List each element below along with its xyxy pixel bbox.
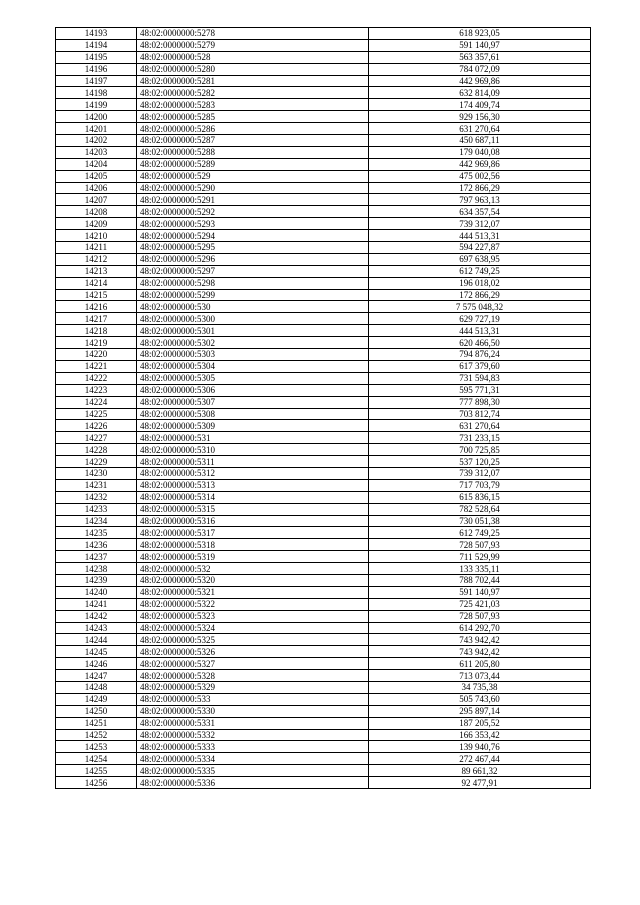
cadastral-number-cell: 48:02:0000000:5289 xyxy=(137,158,369,170)
table-row xyxy=(56,146,591,158)
cadastral-value-table xyxy=(55,27,591,789)
table-row xyxy=(56,325,591,337)
cadastral-number-cell: 48:02:0000000:5279 xyxy=(137,39,369,51)
row-number-cell: 14238 xyxy=(56,563,137,575)
table-row xyxy=(56,551,591,563)
table-row xyxy=(56,337,591,349)
cadastral-value-cell: 728 507,93 xyxy=(369,610,591,622)
table-row xyxy=(56,539,591,551)
row-number-cell: 14245 xyxy=(56,646,137,658)
table-row xyxy=(56,658,591,670)
row-number-cell: 14214 xyxy=(56,277,137,289)
table-row xyxy=(56,527,591,539)
cadastral-number-cell: 48:02:0000000:5328 xyxy=(137,670,369,682)
table-row xyxy=(56,765,591,777)
cadastral-value-cell: 179 040,08 xyxy=(369,146,591,158)
cadastral-number-cell: 48:02:0000000:532 xyxy=(137,563,369,575)
cadastral-number-cell: 48:02:0000000:5310 xyxy=(137,444,369,456)
row-number-cell: 14242 xyxy=(56,610,137,622)
cadastral-number-cell: 48:02:0000000:5295 xyxy=(137,242,369,254)
cadastral-value-cell: 788 702,44 xyxy=(369,574,591,586)
cadastral-value-cell: 713 073,44 xyxy=(369,670,591,682)
cadastral-value-cell: 731 233,15 xyxy=(369,432,591,444)
row-number-cell: 14200 xyxy=(56,111,137,123)
cadastral-value-cell: 594 227,87 xyxy=(369,242,591,254)
table-row xyxy=(56,491,591,503)
row-number-cell: 14229 xyxy=(56,456,137,468)
table-row xyxy=(56,75,591,87)
cadastral-value-cell: 697 638,95 xyxy=(369,253,591,265)
row-number-cell: 14235 xyxy=(56,527,137,539)
cadastral-number-cell: 48:02:0000000:5301 xyxy=(137,325,369,337)
cadastral-value-cell: 794 876,24 xyxy=(369,349,591,361)
table-row xyxy=(56,456,591,468)
cadastral-number-cell: 48:02:0000000:5333 xyxy=(137,741,369,753)
row-number-cell: 14221 xyxy=(56,360,137,372)
cadastral-value-cell: 272 467,44 xyxy=(369,753,591,765)
cadastral-number-cell: 48:02:0000000:5336 xyxy=(137,777,369,789)
table-row xyxy=(56,51,591,63)
table-row xyxy=(56,242,591,254)
row-number-cell: 14207 xyxy=(56,194,137,206)
cadastral-number-cell: 48:02:0000000:5329 xyxy=(137,681,369,693)
cadastral-number-cell: 48:02:0000000:5321 xyxy=(137,586,369,598)
table-row xyxy=(56,63,591,75)
cadastral-value-cell: 295 897,14 xyxy=(369,705,591,717)
cadastral-value-cell: 797 963,13 xyxy=(369,194,591,206)
table-row xyxy=(56,123,591,135)
row-number-cell: 14232 xyxy=(56,491,137,503)
table-row xyxy=(56,753,591,765)
cadastral-number-cell: 48:02:0000000:529 xyxy=(137,170,369,182)
table-row xyxy=(56,705,591,717)
table-row xyxy=(56,515,591,527)
row-number-cell: 14233 xyxy=(56,503,137,515)
cadastral-value-cell: 631 270,64 xyxy=(369,123,591,135)
row-number-cell: 14249 xyxy=(56,693,137,705)
row-number-cell: 14209 xyxy=(56,218,137,230)
cadastral-number-cell: 48:02:0000000:5294 xyxy=(137,230,369,242)
cadastral-value-cell: 782 528,64 xyxy=(369,503,591,515)
cadastral-value-cell: 34 735,38 xyxy=(369,681,591,693)
table-row xyxy=(56,253,591,265)
table-row xyxy=(56,444,591,456)
row-number-cell: 14208 xyxy=(56,206,137,218)
table-row xyxy=(56,230,591,242)
row-number-cell: 14226 xyxy=(56,420,137,432)
row-number-cell: 14212 xyxy=(56,253,137,265)
cadastral-value-cell: 784 072,09 xyxy=(369,63,591,75)
cadastral-value-cell: 711 529,99 xyxy=(369,551,591,563)
cadastral-number-cell: 48:02:0000000:5303 xyxy=(137,349,369,361)
cadastral-value-cell: 537 120,25 xyxy=(369,456,591,468)
table-row xyxy=(56,194,591,206)
cadastral-value-cell: 615 836,15 xyxy=(369,491,591,503)
cadastral-number-cell: 48:02:0000000:5325 xyxy=(137,634,369,646)
cadastral-value-cell: 591 140,97 xyxy=(369,586,591,598)
row-number-cell: 14215 xyxy=(56,289,137,301)
table-row xyxy=(56,372,591,384)
row-number-cell: 14255 xyxy=(56,765,137,777)
table-row xyxy=(56,349,591,361)
cadastral-number-cell: 48:02:0000000:5299 xyxy=(137,289,369,301)
row-number-cell: 14213 xyxy=(56,265,137,277)
row-number-cell: 14202 xyxy=(56,135,137,147)
row-number-cell: 14193 xyxy=(56,28,137,40)
cadastral-value-cell: 725 421,03 xyxy=(369,598,591,610)
cadastral-number-cell: 48:02:0000000:5316 xyxy=(137,515,369,527)
cadastral-number-cell: 48:02:0000000:5304 xyxy=(137,360,369,372)
table-row xyxy=(56,384,591,396)
table-row xyxy=(56,479,591,491)
table-row xyxy=(56,467,591,479)
table-row xyxy=(56,277,591,289)
cadastral-value-cell: 739 312,07 xyxy=(369,218,591,230)
cadastral-value-cell: 777 898,30 xyxy=(369,396,591,408)
row-number-cell: 14244 xyxy=(56,634,137,646)
cadastral-value-cell: 139 940,76 xyxy=(369,741,591,753)
cadastral-number-cell: 48:02:0000000:5318 xyxy=(137,539,369,551)
row-number-cell: 14254 xyxy=(56,753,137,765)
cadastral-number-cell: 48:02:0000000:533 xyxy=(137,693,369,705)
cadastral-number-cell: 48:02:0000000:5306 xyxy=(137,384,369,396)
cadastral-value-cell: 442 969,86 xyxy=(369,75,591,87)
cadastral-value-cell: 703 812,74 xyxy=(369,408,591,420)
cadastral-value-cell: 700 725,85 xyxy=(369,444,591,456)
row-number-cell: 14225 xyxy=(56,408,137,420)
cadastral-number-cell: 48:02:0000000:5286 xyxy=(137,123,369,135)
table-row xyxy=(56,432,591,444)
table-row xyxy=(56,670,591,682)
cadastral-number-cell: 48:02:0000000:530 xyxy=(137,301,369,313)
cadastral-number-cell: 48:02:0000000:5308 xyxy=(137,408,369,420)
cadastral-value-cell: 166 353,42 xyxy=(369,729,591,741)
row-number-cell: 14230 xyxy=(56,467,137,479)
row-number-cell: 14237 xyxy=(56,551,137,563)
row-number-cell: 14223 xyxy=(56,384,137,396)
cadastral-value-cell: 743 942,42 xyxy=(369,634,591,646)
cadastral-number-cell: 48:02:0000000:5320 xyxy=(137,574,369,586)
table-row xyxy=(56,39,591,51)
cadastral-number-cell: 48:02:0000000:5280 xyxy=(137,63,369,75)
cadastral-value-cell: 187 205,52 xyxy=(369,717,591,729)
row-number-cell: 14222 xyxy=(56,372,137,384)
cadastral-number-cell: 48:02:0000000:5312 xyxy=(137,467,369,479)
table-row xyxy=(56,396,591,408)
table-row xyxy=(56,289,591,301)
cadastral-number-cell: 48:02:0000000:5319 xyxy=(137,551,369,563)
row-number-cell: 14210 xyxy=(56,230,137,242)
cadastral-value-cell: 133 335,11 xyxy=(369,563,591,575)
row-number-cell: 14218 xyxy=(56,325,137,337)
table-row xyxy=(56,563,591,575)
table-row xyxy=(56,610,591,622)
table-row xyxy=(56,729,591,741)
row-number-cell: 14231 xyxy=(56,479,137,491)
cadastral-number-cell: 48:02:0000000:5278 xyxy=(137,28,369,40)
table-row xyxy=(56,408,591,420)
cadastral-value-cell: 612 749,25 xyxy=(369,265,591,277)
cadastral-number-cell: 48:02:0000000:5324 xyxy=(137,622,369,634)
row-number-cell: 14224 xyxy=(56,396,137,408)
cadastral-value-cell: 620 466,50 xyxy=(369,337,591,349)
cadastral-number-cell: 48:02:0000000:5309 xyxy=(137,420,369,432)
cadastral-number-cell: 48:02:0000000:5327 xyxy=(137,658,369,670)
cadastral-value-cell: 617 379,60 xyxy=(369,360,591,372)
row-number-cell: 14236 xyxy=(56,539,137,551)
table-row xyxy=(56,598,591,610)
row-number-cell: 14256 xyxy=(56,777,137,789)
cadastral-value-cell: 611 205,80 xyxy=(369,658,591,670)
cadastral-number-cell: 48:02:0000000:5314 xyxy=(137,491,369,503)
cadastral-value-cell: 728 507,93 xyxy=(369,539,591,551)
cadastral-value-cell: 629 727,19 xyxy=(369,313,591,325)
cadastral-value-cell: 743 942,42 xyxy=(369,646,591,658)
row-number-cell: 14196 xyxy=(56,63,137,75)
table-row xyxy=(56,420,591,432)
cadastral-value-cell: 444 513,31 xyxy=(369,325,591,337)
cadastral-value-cell: 174 409,74 xyxy=(369,99,591,111)
row-number-cell: 14195 xyxy=(56,51,137,63)
row-number-cell: 14250 xyxy=(56,705,137,717)
cadastral-value-cell: 618 923,05 xyxy=(369,28,591,40)
table-row xyxy=(56,313,591,325)
cadastral-value-cell: 717 703,79 xyxy=(369,479,591,491)
row-number-cell: 14203 xyxy=(56,146,137,158)
cadastral-value-cell: 739 312,07 xyxy=(369,467,591,479)
table-row xyxy=(56,646,591,658)
row-number-cell: 14205 xyxy=(56,170,137,182)
cadastral-number-cell: 48:02:0000000:5292 xyxy=(137,206,369,218)
row-number-cell: 14234 xyxy=(56,515,137,527)
cadastral-value-cell: 612 749,25 xyxy=(369,527,591,539)
cadastral-number-cell: 48:02:0000000:5315 xyxy=(137,503,369,515)
table-row xyxy=(56,218,591,230)
table-row xyxy=(56,622,591,634)
cadastral-number-cell: 48:02:0000000:5331 xyxy=(137,717,369,729)
cadastral-value-cell: 929 156,30 xyxy=(369,111,591,123)
row-number-cell: 14246 xyxy=(56,658,137,670)
row-number-cell: 14253 xyxy=(56,741,137,753)
table-row xyxy=(56,741,591,753)
cadastral-number-cell: 48:02:0000000:5290 xyxy=(137,182,369,194)
row-number-cell: 14199 xyxy=(56,99,137,111)
table-row xyxy=(56,135,591,147)
cadastral-value-cell: 7 575 048,32 xyxy=(369,301,591,313)
row-number-cell: 14241 xyxy=(56,598,137,610)
cadastral-number-cell: 48:02:0000000:5323 xyxy=(137,610,369,622)
table-row xyxy=(56,28,591,40)
cadastral-number-cell: 48:02:0000000:5317 xyxy=(137,527,369,539)
table-row xyxy=(56,634,591,646)
table-row xyxy=(56,681,591,693)
cadastral-number-cell: 48:02:0000000:528 xyxy=(137,51,369,63)
table-row xyxy=(56,182,591,194)
table-row xyxy=(56,170,591,182)
cadastral-value-cell: 505 743,60 xyxy=(369,693,591,705)
cadastral-number-cell: 48:02:0000000:531 xyxy=(137,432,369,444)
row-number-cell: 14211 xyxy=(56,242,137,254)
cadastral-value-cell: 196 018,02 xyxy=(369,277,591,289)
cadastral-number-cell: 48:02:0000000:5297 xyxy=(137,265,369,277)
cadastral-value-cell: 89 661,32 xyxy=(369,765,591,777)
row-number-cell: 14217 xyxy=(56,313,137,325)
table-row xyxy=(56,777,591,789)
row-number-cell: 14216 xyxy=(56,301,137,313)
cadastral-value-cell: 632 814,09 xyxy=(369,87,591,99)
row-number-cell: 14252 xyxy=(56,729,137,741)
row-number-cell: 14243 xyxy=(56,622,137,634)
cadastral-value-cell: 475 002,56 xyxy=(369,170,591,182)
cadastral-number-cell: 48:02:0000000:5281 xyxy=(137,75,369,87)
cadastral-number-cell: 48:02:0000000:5300 xyxy=(137,313,369,325)
table-row xyxy=(56,717,591,729)
cadastral-number-cell: 48:02:0000000:5332 xyxy=(137,729,369,741)
cadastral-value-cell: 442 969,86 xyxy=(369,158,591,170)
row-number-cell: 14204 xyxy=(56,158,137,170)
table-row xyxy=(56,301,591,313)
row-number-cell: 14220 xyxy=(56,349,137,361)
cadastral-number-cell: 48:02:0000000:5282 xyxy=(137,87,369,99)
cadastral-number-cell: 48:02:0000000:5291 xyxy=(137,194,369,206)
cadastral-number-cell: 48:02:0000000:5285 xyxy=(137,111,369,123)
row-number-cell: 14227 xyxy=(56,432,137,444)
row-number-cell: 14194 xyxy=(56,39,137,51)
row-number-cell: 14219 xyxy=(56,337,137,349)
row-number-cell: 14240 xyxy=(56,586,137,598)
cadastral-number-cell: 48:02:0000000:5313 xyxy=(137,479,369,491)
cadastral-number-cell: 48:02:0000000:5330 xyxy=(137,705,369,717)
cadastral-number-cell: 48:02:0000000:5322 xyxy=(137,598,369,610)
cadastral-number-cell: 48:02:0000000:5283 xyxy=(137,99,369,111)
table-row xyxy=(56,574,591,586)
row-number-cell: 14228 xyxy=(56,444,137,456)
table-row xyxy=(56,99,591,111)
cadastral-value-cell: 444 513,31 xyxy=(369,230,591,242)
table-body xyxy=(56,28,591,789)
table-row xyxy=(56,206,591,218)
cadastral-value-cell: 731 594,83 xyxy=(369,372,591,384)
table-row xyxy=(56,111,591,123)
table-row xyxy=(56,158,591,170)
cadastral-number-cell: 48:02:0000000:5307 xyxy=(137,396,369,408)
row-number-cell: 14206 xyxy=(56,182,137,194)
cadastral-value-cell: 563 357,61 xyxy=(369,51,591,63)
cadastral-value-cell: 634 357,54 xyxy=(369,206,591,218)
row-number-cell: 14239 xyxy=(56,574,137,586)
cadastral-value-cell: 172 866,29 xyxy=(369,182,591,194)
cadastral-value-cell: 595 771,31 xyxy=(369,384,591,396)
cadastral-number-cell: 48:02:0000000:5326 xyxy=(137,646,369,658)
cadastral-value-cell: 172 866,29 xyxy=(369,289,591,301)
table-row xyxy=(56,693,591,705)
row-number-cell: 14197 xyxy=(56,75,137,87)
cadastral-number-cell: 48:02:0000000:5298 xyxy=(137,277,369,289)
cadastral-value-cell: 92 477,91 xyxy=(369,777,591,789)
cadastral-number-cell: 48:02:0000000:5311 xyxy=(137,456,369,468)
table-row xyxy=(56,586,591,598)
cadastral-number-cell: 48:02:0000000:5334 xyxy=(137,753,369,765)
cadastral-number-cell: 48:02:0000000:5287 xyxy=(137,135,369,147)
row-number-cell: 14248 xyxy=(56,681,137,693)
cadastral-number-cell: 48:02:0000000:5335 xyxy=(137,765,369,777)
cadastral-value-cell: 730 051,38 xyxy=(369,515,591,527)
cadastral-number-cell: 48:02:0000000:5296 xyxy=(137,253,369,265)
table-row xyxy=(56,265,591,277)
row-number-cell: 14247 xyxy=(56,670,137,682)
cadastral-value-cell: 614 292,70 xyxy=(369,622,591,634)
cadastral-number-cell: 48:02:0000000:5288 xyxy=(137,146,369,158)
cadastral-number-cell: 48:02:0000000:5293 xyxy=(137,218,369,230)
cadastral-number-cell: 48:02:0000000:5305 xyxy=(137,372,369,384)
cadastral-number-cell: 48:02:0000000:5302 xyxy=(137,337,369,349)
cadastral-value-cell: 591 140,97 xyxy=(369,39,591,51)
row-number-cell: 14251 xyxy=(56,717,137,729)
cadastral-value-cell: 450 687,11 xyxy=(369,135,591,147)
row-number-cell: 14201 xyxy=(56,123,137,135)
table-row xyxy=(56,87,591,99)
table-row xyxy=(56,503,591,515)
cadastral-value-cell: 631 270,64 xyxy=(369,420,591,432)
row-number-cell: 14198 xyxy=(56,87,137,99)
table-row xyxy=(56,360,591,372)
